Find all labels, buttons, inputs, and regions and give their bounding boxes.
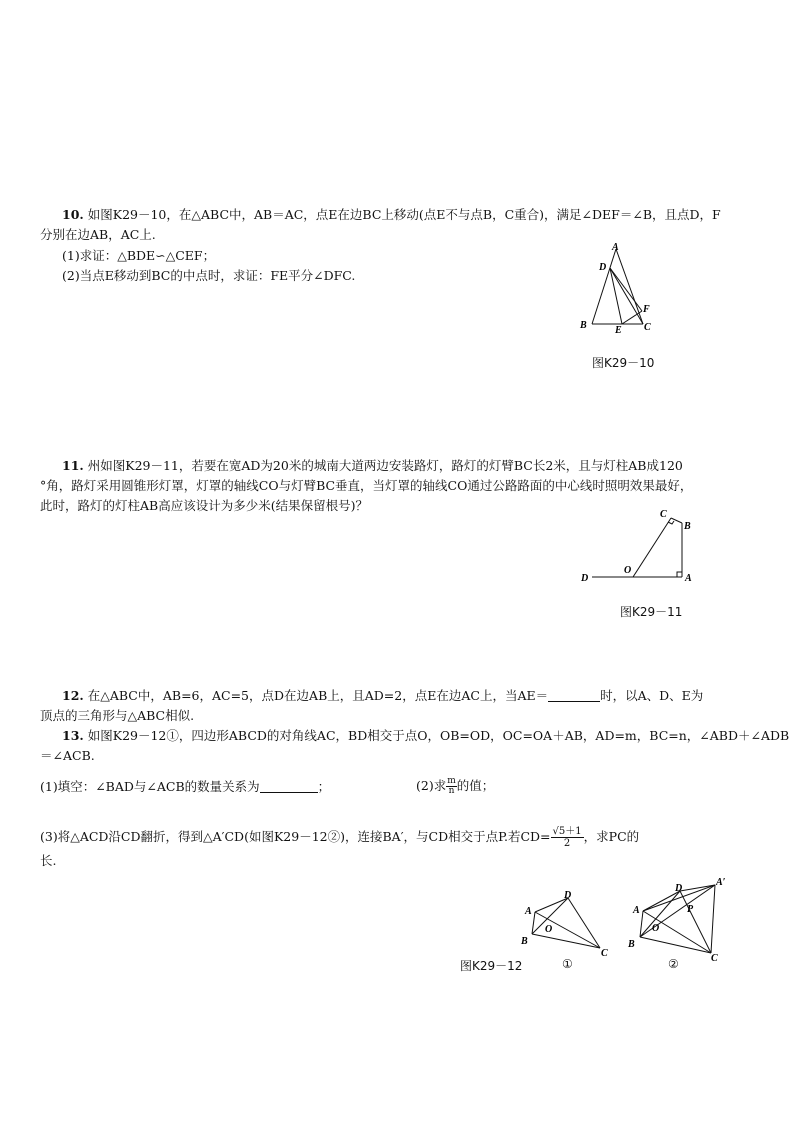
q13-figure-2 [625, 873, 735, 963]
q13-part1-text: (1)填空：∠BAD与∠ACB的数量关系为 [40, 779, 260, 794]
q13-part1-end: ； [317, 779, 331, 794]
q13-f2-label-p: P [687, 904, 694, 915]
q13-figure-2-label: ② [668, 957, 679, 971]
q13-f2-label-c: C [711, 953, 718, 964]
q10-caption: 图K29－10 [592, 356, 655, 370]
q11-figure [580, 505, 700, 590]
q10-line2: 分别在边AB，AC上. [40, 227, 156, 242]
q13-f2-label-o: O [652, 923, 660, 934]
q10-figure [575, 240, 665, 335]
q13-f2-label-a: A [633, 905, 640, 916]
q10-label-a: A [612, 242, 619, 253]
q13-figure-1 [520, 888, 610, 958]
q12-line2: 顶点的三角形与△ABC相似. [40, 708, 195, 723]
q11-line2: °角，路灯采用圆锥形灯罩，灯罩的轴线CO与灯臂BC垂直，当灯罩的轴线CO通过公路路面的中心线时照明效果最好， [40, 478, 693, 493]
q11-line3: 此时，路灯的灯柱AB高应该设计为多少米(结果保留根号)？ [40, 498, 368, 513]
q13-f1-label-a: A [525, 906, 532, 917]
q10-number: 10. [62, 207, 84, 222]
q11-line1 [62, 458, 683, 474]
q13-part3-line2: 长. [40, 853, 57, 868]
q10-line1 [62, 207, 721, 223]
q13-line1 [62, 728, 789, 744]
q13-part3-denominator: 2 [563, 838, 571, 849]
q12-text1b: 时，以A、D、E为 [600, 688, 704, 703]
q13-part3-text-a: (3)将△ACD沿CD翻折，得到△A′CD(如图K29－12②)，连接BA′，与CD相交于点P.若CD= [40, 829, 551, 844]
q13-part3-numerator: √5＋1 [552, 826, 582, 837]
q13-part1 [40, 779, 330, 795]
q13-part2-fraction [446, 777, 457, 796]
q12-line1 [62, 688, 703, 704]
q12-number: 12. [62, 688, 84, 703]
q10-part2: (2)当点E移动到BC的中点时，求证：FE平分∠DFC. [62, 268, 356, 283]
q10-label-c: C [644, 322, 651, 333]
q13-line2: ＝∠ACB. [40, 748, 95, 763]
q12-text1a: 在△ABC中，AB=6，AC=5，点D在边AB上，且AD=2，点E在边AC上，当AE＝ [87, 688, 549, 703]
q11-number: 11. [62, 458, 84, 473]
q10-part1: (1)求证：△BDE∽△CEF； [62, 248, 216, 263]
q13-part2-text-a: (2)求 [416, 778, 447, 793]
q13-part2 [416, 776, 494, 796]
q11-caption: 图K29－11 [620, 605, 683, 619]
q13-part3-line1 [40, 824, 639, 850]
q13-figure-1-label: ① [562, 957, 573, 971]
q13-f2-label-a-prime: A′ [716, 877, 726, 888]
q13-part2-denominator: n [448, 786, 455, 796]
q13-part1-blank[interactable] [260, 780, 318, 793]
q13-f1-label-b: B [521, 936, 528, 947]
q10-label-e: E [615, 325, 622, 336]
q13-part2-numerator: m [447, 776, 456, 786]
q13-number: 13. [62, 728, 84, 743]
q13-f1-label-d: D [564, 890, 572, 901]
q12-answer-blank[interactable] [548, 689, 600, 702]
q10-label-d: D [599, 262, 607, 273]
q13-text1: 如图K29－12①，四边形ABCD的对角线AC，BD相交于点O，OB=OD，OC=OA＋AB，AD=m，BC=n，∠ABD＋∠ADB [87, 728, 790, 743]
q13-part3-fraction [551, 826, 584, 849]
q13-f1-label-o: O [545, 924, 553, 935]
q13-part3-text-b: ，求PC的 [583, 829, 640, 844]
q13-caption: 图K29－12 [460, 959, 523, 973]
q13-f1-label-c: C [601, 948, 608, 959]
q10-label-f: F [643, 304, 650, 315]
q10-text1: 如图K29－10，在△ABC中，AB＝AC，点E在边BC上移动(点E不与点B，C重合)，满足∠DEF＝∠B，且点D，F [87, 207, 721, 222]
q10-label-b: B [580, 320, 587, 331]
q13-f2-label-b: B [628, 939, 635, 950]
q13-part2-text-b: 的值； [456, 778, 495, 793]
q11-label-d: D [581, 573, 589, 584]
q11-label-b: B [684, 521, 691, 532]
q11-label-a: A [685, 573, 692, 584]
q11-label-o: O [624, 565, 632, 576]
q11-text1: 州如图K29－11，若要在宽AD为20米的城南大道两边安装路灯，路灯的灯臂BC长2米，且与灯柱AB成120 [87, 458, 683, 473]
q11-label-c: C [660, 509, 667, 520]
q13-f2-label-d: D [675, 883, 683, 894]
